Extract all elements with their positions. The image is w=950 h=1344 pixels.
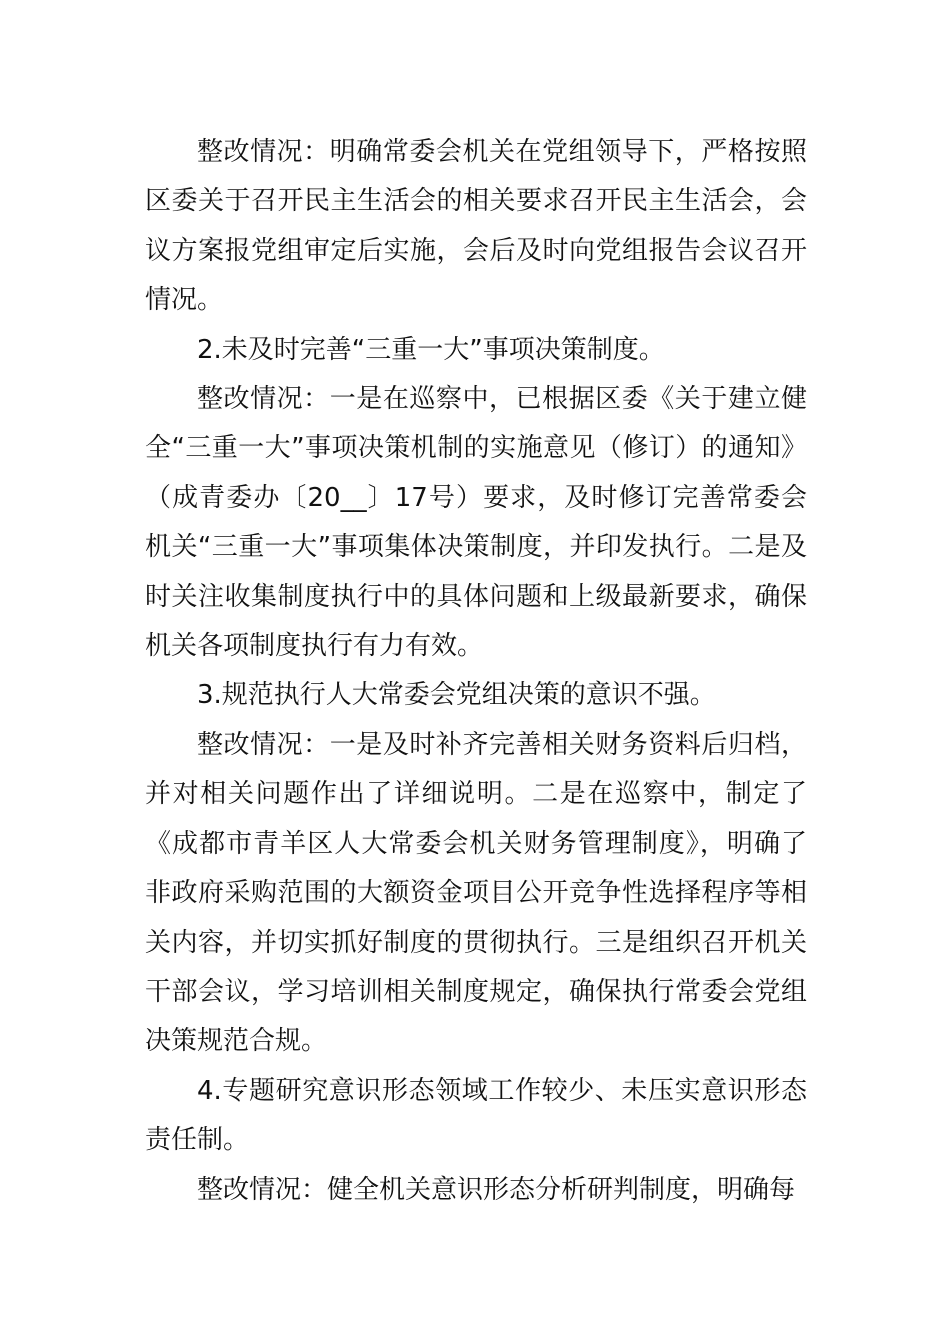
rectification-paragraph-2: 整改情况：一是在巡察中，已根据区委《关于建立健全“三重一大”事项决策机制的实施意见（修订）的通知》（成青委办〔20__〕17号）要求，及时修订完善常委会机关“三重一大”事项集体决策制度，并印发执行。二是及时关注收集制度执行中的具体问题和上级最新要求，确保机关各项制度执行有力有效。 — [145, 384, 807, 662]
document-body — [145, 128, 807, 1215]
issue-heading-3: 3.规范执行人大常委会党组决策的意识不强。 — [197, 680, 716, 711]
rectification-paragraph-3: 整改情况：一是及时补齐完善相关财务资料后归档，并对相关问题作出了详细说明。二是在巡察中，制定了《成都市青羊区人大常委会机关财务管理制度》，明确了非政府采购范围的大额资金项目公开竞争性选择程序等相关内容，并切实抓好制度的贯彻执行。三是组织召开机关干部会议，学习培训相关制度规定，确保执行常委会党组决策规范合规。 — [145, 729, 807, 1057]
issue-heading-4: 4.专题研究意识形态领域工作较少、未压实意识形态责任制。 — [145, 1075, 807, 1156]
issue-heading-2: 2.未及时完善“三重一大”事项决策制度。 — [197, 334, 665, 365]
rectification-paragraph-1: 整改情况：明确常委会机关在党组领导下，严格按照区委关于召开民主生活会的相关要求召开民主生活会，会议方案报党组审定后实施，会后及时向党组报告会议召开情况。 — [145, 137, 807, 316]
rectification-paragraph-4: 整改情况：健全机关意识形态分析研判制度，明确每 — [197, 1174, 796, 1205]
